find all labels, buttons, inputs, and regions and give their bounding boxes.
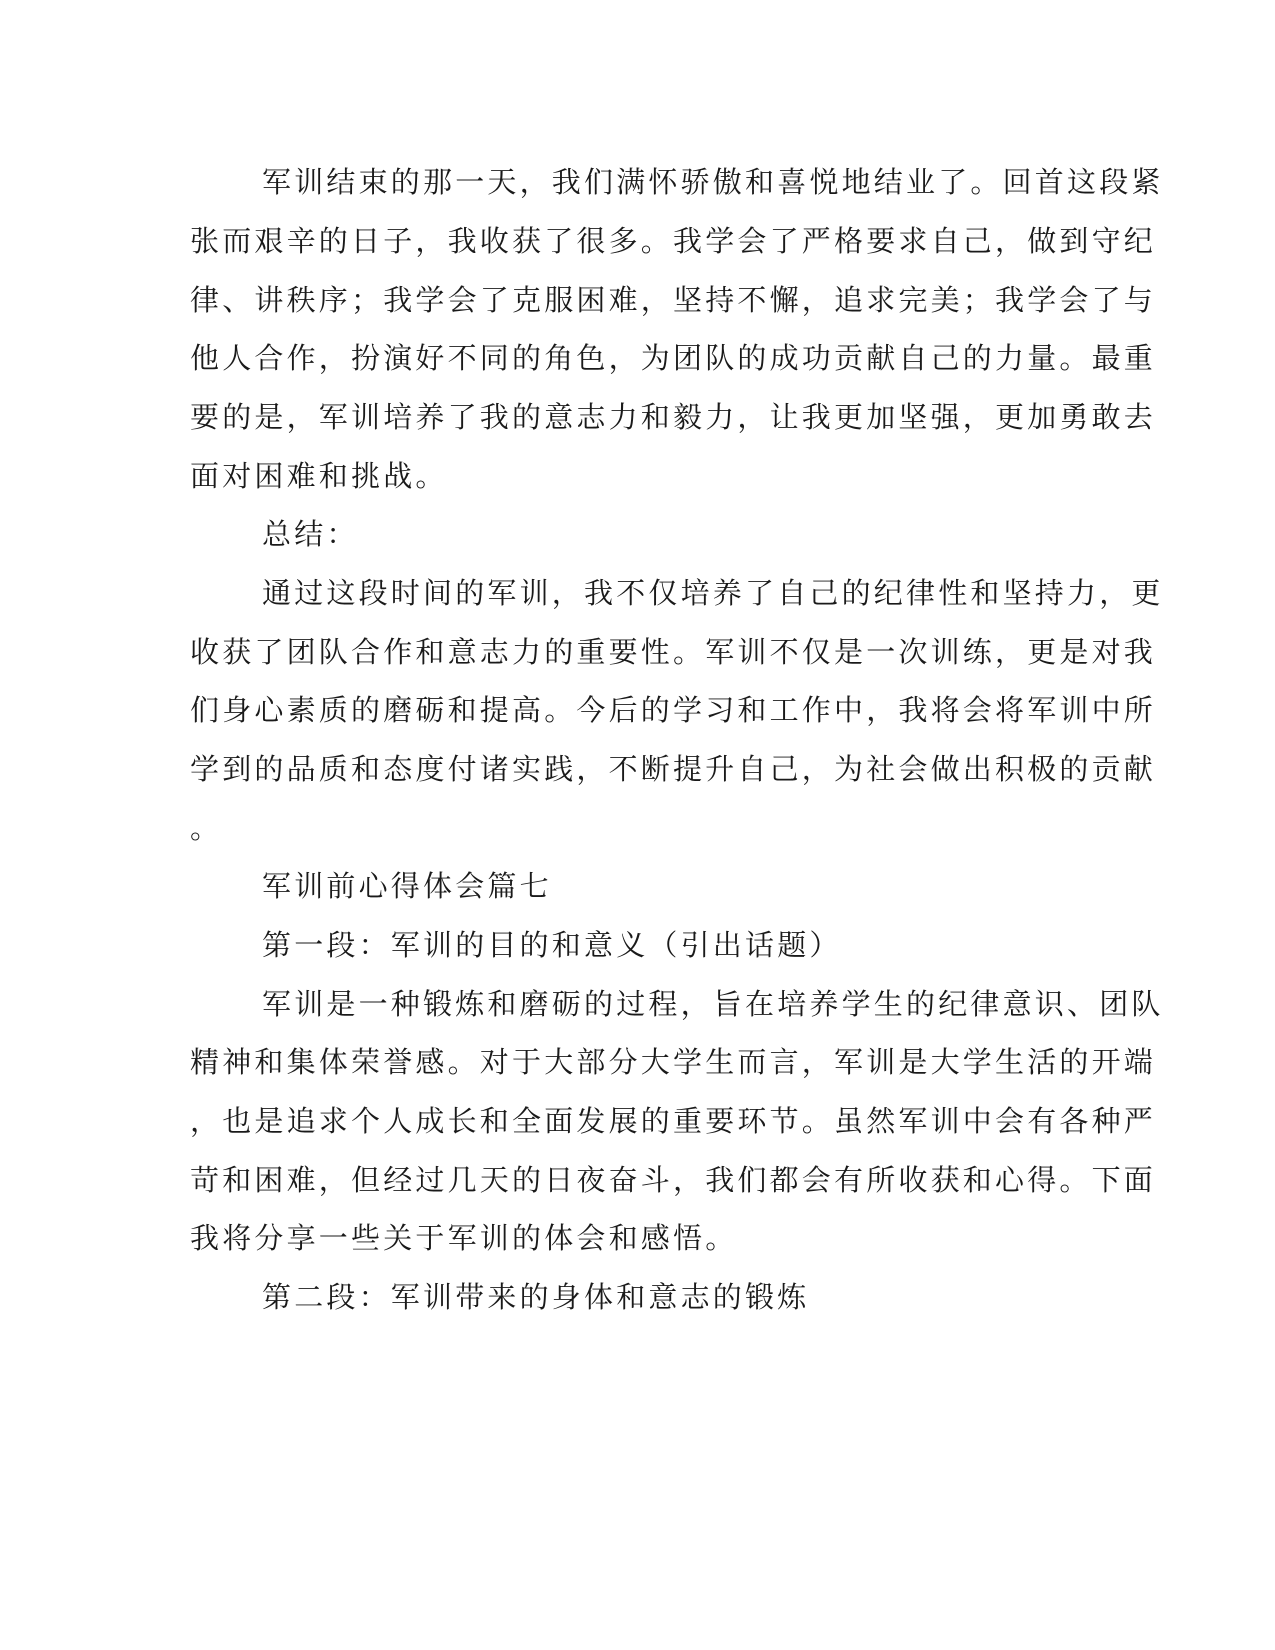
text-line: 军训结束的那一天，我们满怀骄傲和喜悦地结业了。回首这段紧 <box>262 165 1164 199</box>
text-line: 。 <box>190 811 223 845</box>
text-line: 们身心素质的磨砺和提高。今后的学习和工作中，我将会将军训中所 <box>190 693 1157 727</box>
text-line: 学到的品质和态度付诸实践，不断提升自己，为社会做出积极的贡献 <box>190 752 1157 786</box>
article-title: 军训前心得体会篇七 <box>262 869 552 903</box>
text-line: 苛和困难，但经过几天的日夜奋斗，我们都会有所收获和心得。下面 <box>190 1163 1157 1197</box>
section-heading: 第一段：军训的目的和意义（引出话题） <box>262 928 842 962</box>
text-line: 律、讲秩序；我学会了克服困难，坚持不懈，追求完美；我学会了与 <box>190 283 1157 317</box>
text-line: 我将分享一些关于军训的体会和感悟。 <box>190 1221 738 1255</box>
text-line: 要的是，军训培养了我的意志力和毅力，让我更加坚强，更加勇敢去 <box>190 400 1157 434</box>
text-line: 通过这段时间的军训，我不仅培养了自己的纪律性和坚持力，更 <box>262 576 1164 610</box>
text-line: 精神和集体荣誉感。对于大部分大学生而言，军训是大学生活的开端 <box>190 1045 1157 1079</box>
text-line: 收获了团队合作和意志力的重要性。军训不仅是一次训练，更是对我 <box>190 635 1157 669</box>
text-line: ，也是追求个人成长和全面发展的重要环节。虽然军训中会有各种严 <box>190 1104 1157 1138</box>
section-heading: 第二段：军训带来的身体和意志的锻炼 <box>262 1280 810 1314</box>
text-line: 张而艰辛的日子，我收获了很多。我学会了严格要求自己，做到守纪 <box>190 224 1157 258</box>
text-line: 面对困难和挑战。 <box>190 459 448 493</box>
text-line: 军训是一种锻炼和磨砺的过程，旨在培养学生的纪律意识、团队 <box>262 987 1164 1021</box>
section-heading: 总结： <box>262 517 359 551</box>
text-line: 他人合作，扮演好不同的角色，为团队的成功贡献自己的力量。最重 <box>190 341 1157 375</box>
